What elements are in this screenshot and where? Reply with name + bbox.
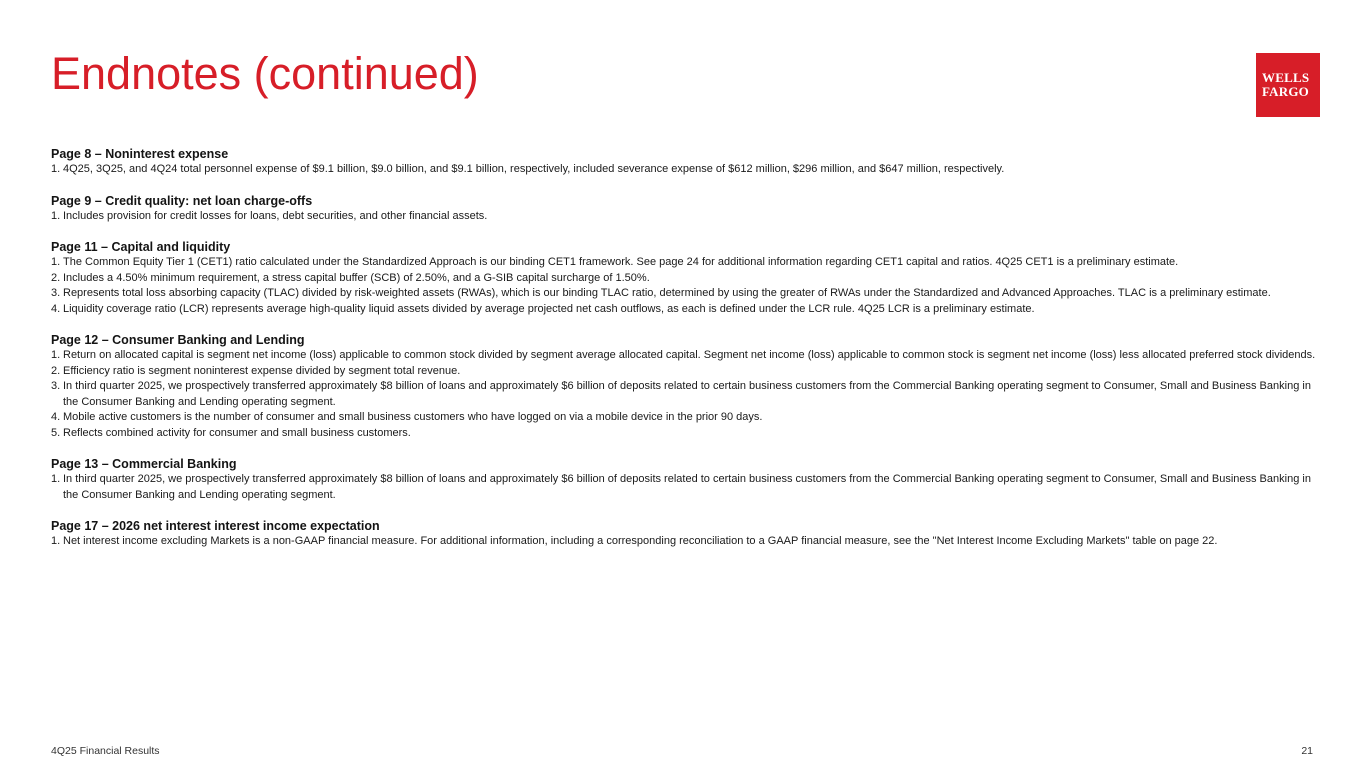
endnote-text: Liquidity coverage ratio (LCR) represents average high-quality liquid assets divided by average projected net cash outflows, as each is defined under the LCR rule. 4Q25 LCR is a preliminary estimate. [63, 302, 1035, 315]
endnote-number: 1. [51, 349, 61, 361]
endnote-text: In third quarter 2025, we prospectively transferred approximately $8 billion of loans and approximately $6 billion of deposits related to certain business customers from the Commercial Banking operating segment to Consumer, Small and Business Banking in the Consumer Banking and Lending operating segment. [63, 473, 1311, 501]
endnote-number: 3. [51, 380, 61, 392]
endnote-text: Includes a 4.50% minimum requirement, a stress capital buffer (SCB) of 2.50%, and a G-SIB capital surcharge of 1.50%. [63, 271, 650, 284]
endnote-list [51, 162, 1321, 178]
endnote-text: Represents total loss absorbing capacity (TLAC) divided by risk-weighted assets (RWAs), which is our binding TLAC ratio, determined by using the greater of RWAs under the Standardized and Advanced Approaches. TLAC is a preliminary estimate. [63, 287, 1271, 299]
endnote-item [51, 286, 1321, 302]
endnote-item [51, 209, 1321, 225]
endnote-item [51, 348, 1321, 364]
endnote-text: Mobile active customers is the number of consumer and small business customers who have logged on via a mobile device in the prior 90 days. [63, 411, 763, 423]
endnote-list [51, 472, 1321, 503]
endnote-text: Reflects combined activity for consumer and small business customers. [63, 426, 411, 439]
endnote-number: 1. [51, 163, 61, 175]
endnote-item [51, 364, 1321, 380]
endnote-section [51, 332, 1321, 441]
endnote-number: 3. [51, 287, 61, 299]
endnote-section [51, 193, 1321, 225]
endnote-item [51, 162, 1321, 178]
endnote-number: 4. [51, 302, 61, 315]
endnote-list [51, 209, 1321, 225]
endnote-section [51, 239, 1321, 317]
section-heading: Page 8 – Noninterest expense [51, 147, 229, 161]
endnote-number: 2. [51, 364, 61, 377]
section-heading: Page 13 – Commercial Banking [51, 457, 237, 471]
section-heading: Page 9 – Credit quality: net loan charge-offs [51, 193, 313, 208]
endnote-section [51, 456, 1321, 503]
footer-page-number: 21 [1301, 745, 1313, 757]
page-title: Endnotes (continued) [51, 48, 479, 99]
footer-report-name: 4Q25 Financial Results [51, 745, 160, 757]
logo-line-2: FARGO [1262, 84, 1309, 99]
endnote-list [51, 255, 1321, 317]
endnote-text: In third quarter 2025, we prospectively transferred approximately $8 billion of loans and approximately $6 billion of deposits related to certain business customers from the Commercial Banking operating segment to Consumer, Small and Business Banking in the Consumer Banking and Lending operating segment. [63, 380, 1311, 408]
endnote-text: Net interest income excluding Markets is a non-GAAP financial measure. For additional information, including a corresponding reconciliation to a GAAP financial measure, see the "Net Interest Income Excluding Markets" table on page 22. [63, 535, 1218, 547]
endnote-number: 1. [51, 209, 61, 222]
endnotes-content [51, 146, 1321, 565]
section-heading: Page 17 – 2026 net interest interest income expectation [51, 519, 380, 533]
endnote-text: The Common Equity Tier 1 (CET1) ratio calculated under the Standardized Approach is our binding CET1 framework. See page 24 for additional information regarding CET1 capital and ratios. 4Q25 CET1 is a preliminary estimate. [63, 256, 1179, 268]
endnote-number: 2. [51, 271, 61, 284]
endnote-list [51, 534, 1321, 550]
endnote-section [51, 518, 1321, 550]
endnote-item [51, 410, 1321, 426]
logo-line-1: WELLS [1262, 70, 1310, 85]
endnote-section [51, 146, 1321, 178]
endnote-item [51, 271, 1321, 287]
endnote-text: Return on allocated capital is segment net income (loss) applicable to common stock divided by segment average allocated capital. Segment net income (loss) applicable to common stock is segment net income (loss) less allocated preferred stock dividends. [63, 349, 1316, 361]
endnote-list [51, 348, 1321, 441]
endnote-item [51, 472, 1321, 503]
section-heading: Page 11 – Capital and liquidity [51, 240, 231, 254]
endnote-text: 4Q25, 3Q25, and 4Q24 total personnel expense of $9.1 billion, $9.0 billion, and $9.1 billion, respectively, included severance expense of $612 million, $296 million, and $647 million, respectively. [63, 163, 1005, 175]
endnote-item [51, 255, 1321, 271]
endnote-number: 1. [51, 473, 61, 485]
endnote-item [51, 302, 1321, 318]
endnote-text: Includes provision for credit losses for loans, debt securities, and other financial assets. [63, 209, 488, 222]
section-heading: Page 12 – Consumer Banking and Lending [51, 333, 305, 347]
endnote-item [51, 379, 1321, 410]
endnote-item [51, 426, 1321, 442]
endnote-text: Efficiency ratio is segment noninterest expense divided by segment total revenue. [63, 364, 461, 377]
endnote-item [51, 534, 1321, 550]
endnote-number: 4. [51, 411, 61, 423]
endnote-number: 1. [51, 256, 61, 268]
endnote-number: 5. [51, 426, 61, 439]
wells-fargo-logo [1256, 53, 1320, 117]
endnote-number: 1. [51, 535, 61, 547]
